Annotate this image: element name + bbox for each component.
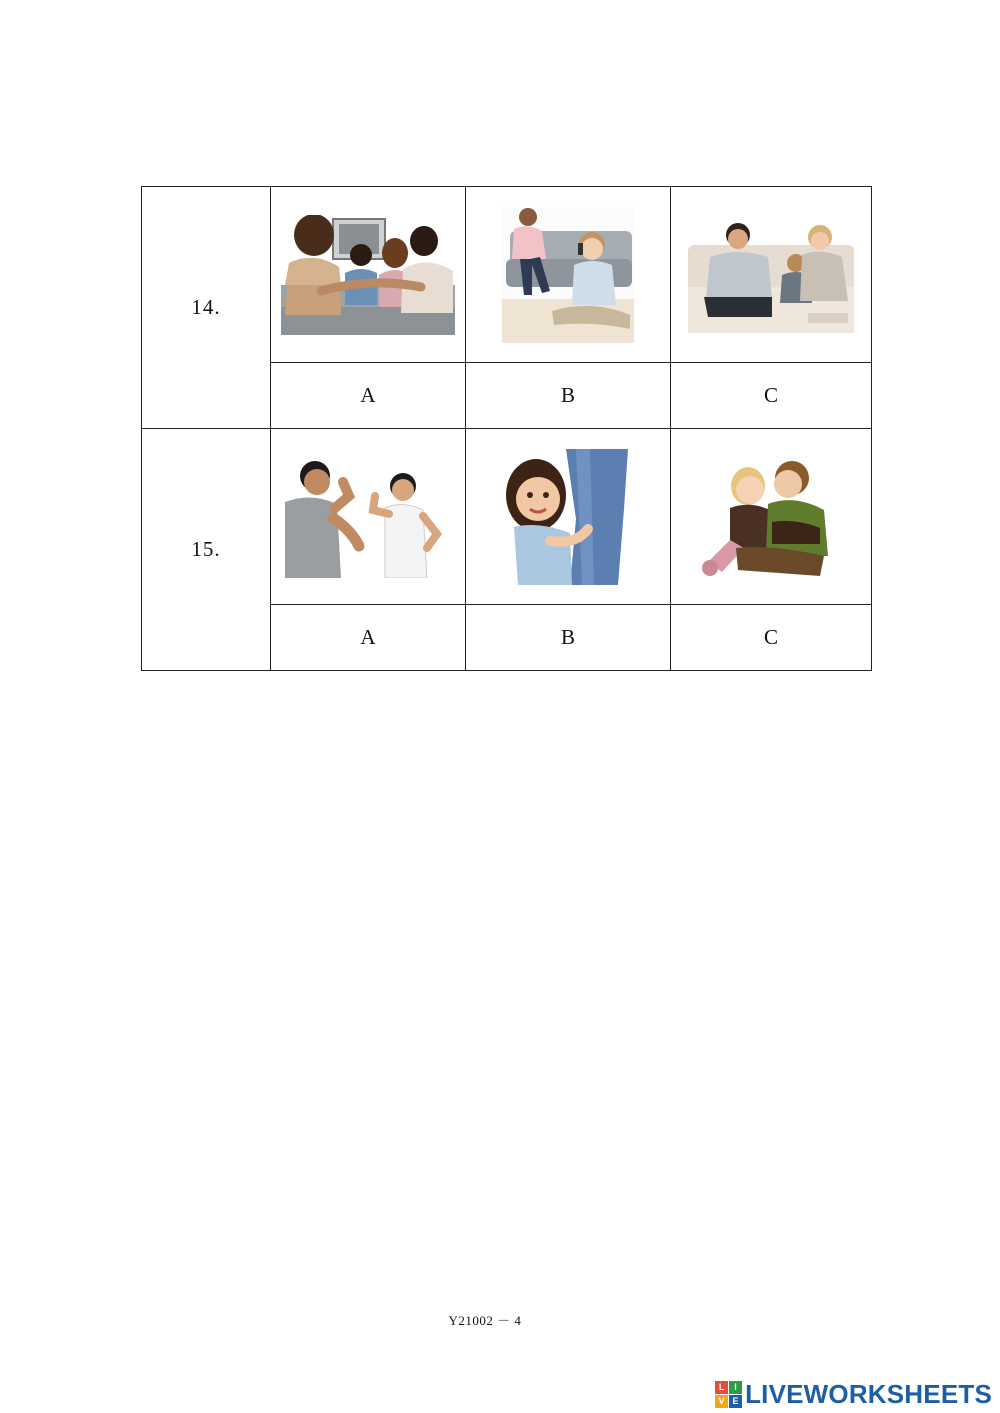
option-b-image-cell[interactable] bbox=[466, 187, 671, 363]
option-a-label[interactable]: A bbox=[271, 363, 466, 429]
liveworksheets-logo bbox=[715, 1377, 992, 1411]
option-c-image-cell[interactable] bbox=[671, 187, 872, 363]
logo-tile: I bbox=[729, 1381, 742, 1394]
question-14-image-row bbox=[142, 187, 872, 363]
page-footer-code: Y21002 － 4 bbox=[448, 1313, 522, 1328]
logo-tile: V bbox=[715, 1395, 728, 1408]
logo-tile: L bbox=[715, 1381, 728, 1394]
option-c-label[interactable]: C bbox=[671, 605, 872, 671]
live-logo-icon bbox=[715, 1381, 742, 1408]
option-c-image-cell[interactable] bbox=[671, 429, 872, 605]
question-number: 14. bbox=[142, 187, 271, 429]
question-table bbox=[141, 186, 872, 671]
option-b-image-cell[interactable] bbox=[466, 429, 671, 605]
father-and-son-flexing-photo bbox=[285, 456, 451, 578]
option-c-label[interactable]: C bbox=[671, 363, 872, 429]
children-hugging-photo bbox=[700, 452, 842, 582]
girl-hugging-leg-photo bbox=[506, 449, 630, 585]
logo-tile: E bbox=[729, 1395, 742, 1408]
question-15-image-row bbox=[142, 429, 872, 605]
question-number: 15. bbox=[142, 429, 271, 671]
boy-on-phone-photo bbox=[502, 207, 634, 343]
option-b-label[interactable]: B bbox=[466, 605, 671, 671]
option-a-image-cell[interactable] bbox=[271, 187, 466, 363]
family-watching-tv-photo bbox=[281, 215, 455, 335]
option-a-label[interactable]: A bbox=[271, 605, 466, 671]
logo-text: LIVEWORKSHEETS bbox=[745, 1378, 992, 1409]
family-on-sofa-photo bbox=[688, 217, 854, 333]
option-a-image-cell[interactable] bbox=[271, 429, 466, 605]
option-b-label[interactable]: B bbox=[466, 363, 671, 429]
